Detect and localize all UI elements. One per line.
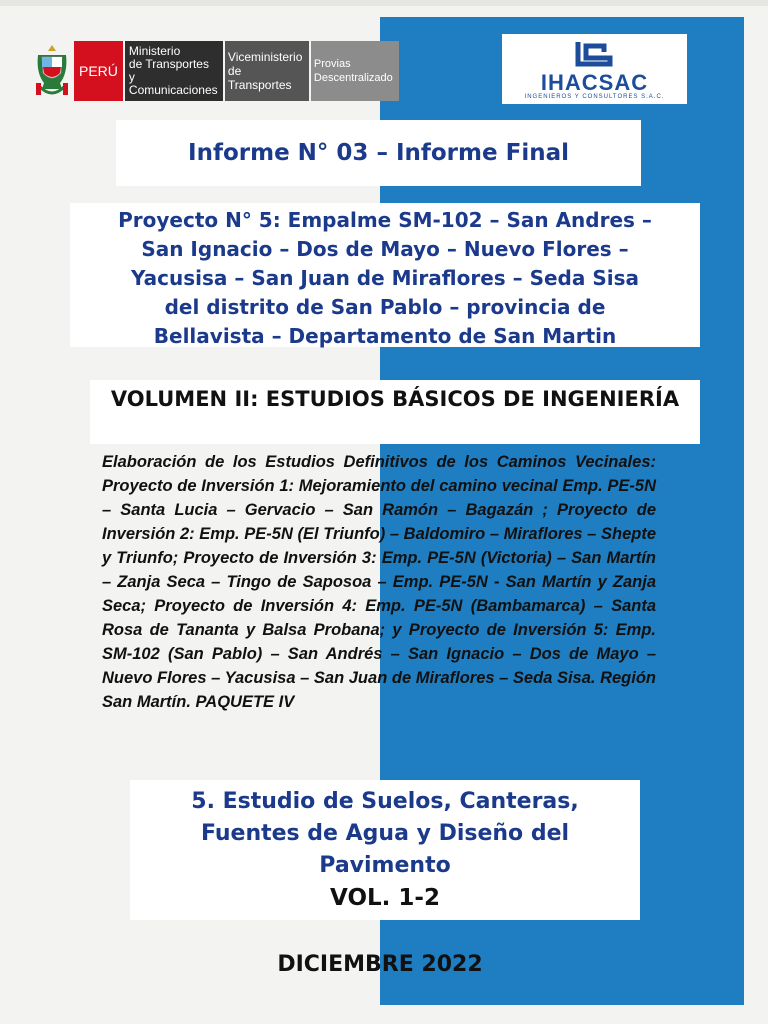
report-date: DICIEMBRE 2022 (277, 952, 483, 977)
consultant-logo (502, 34, 687, 104)
study-volume: VOL. 1-2 (330, 885, 440, 911)
elaboration-paragraph: Elaboración de los Estudios Definitivos de los Caminos Vecinales: Proyecto de Inversión 1: Mejoramiento del camino vecinal Emp. PE-5N – Santa Lucia – Gervacio – San Ramón – Bagazán ; Proyecto de Inversión 2: Emp. PE-5N (El Triunfo) – Baldomiro – Miraflores – Shepte y Triunfo; Proyecto de Inversión 3: Emp. PE-5N (Victoria) – San Martín – Zanja Seca – Tingo de Saposoa – Emp. PE-5N - San Martín y Zanja Seca; Proyecto de Inversión 4: Emp. PE-5N (Bambamarca) – Santa Rosa de Tananta y Balsa Probana; y Proyecto de Inversión 5: Emp. SM-102 (San Pablo) – San Andrés – San Ignacio – Dos de Mayo – Nuevo Flores – Yacusisa – San Juan de Miraflores – Seda Sisa. Región San Martín. PAQUETE IV (102, 453, 656, 711)
government-logo-strip (34, 40, 399, 102)
peru-label: PERÚ (74, 41, 123, 101)
provias-label: Provias Descentralizado (311, 41, 399, 101)
consultant-tagline: INGENIEROS Y CONSULTORES S.A.C. (524, 94, 665, 100)
study-title: 5. Estudio de Suelos, Canteras, Fuentes de Agua y Diseño del Pavimento VOL. 1-2 (130, 780, 640, 920)
report-title: Informe N° 03 – Informe Final (116, 120, 641, 186)
project-title: Proyecto N° 5: Empalme SM-102 – San Andres – San Ignacio – Dos de Mayo – Nuevo Flores – Yacusisa – San Juan de Miraflores – Seda Sisa del distrito de San Pablo – provincia de Bellavista – Departamento de San Martin (70, 203, 700, 347)
volume-title: VOLUMEN II: ESTUDIOS BÁSICOS DE INGENIERÍA (90, 380, 700, 444)
viceministry-label: Viceministerio de Transportes (225, 41, 309, 101)
peru-coat-of-arms-icon (34, 43, 70, 99)
ihacsac-logo-icon (574, 40, 614, 68)
consultant-name: IHACSAC (540, 70, 649, 95)
page-edge (0, 0, 768, 6)
ministry-label: Ministerio de Transportes y Comunicaciones (125, 41, 223, 101)
